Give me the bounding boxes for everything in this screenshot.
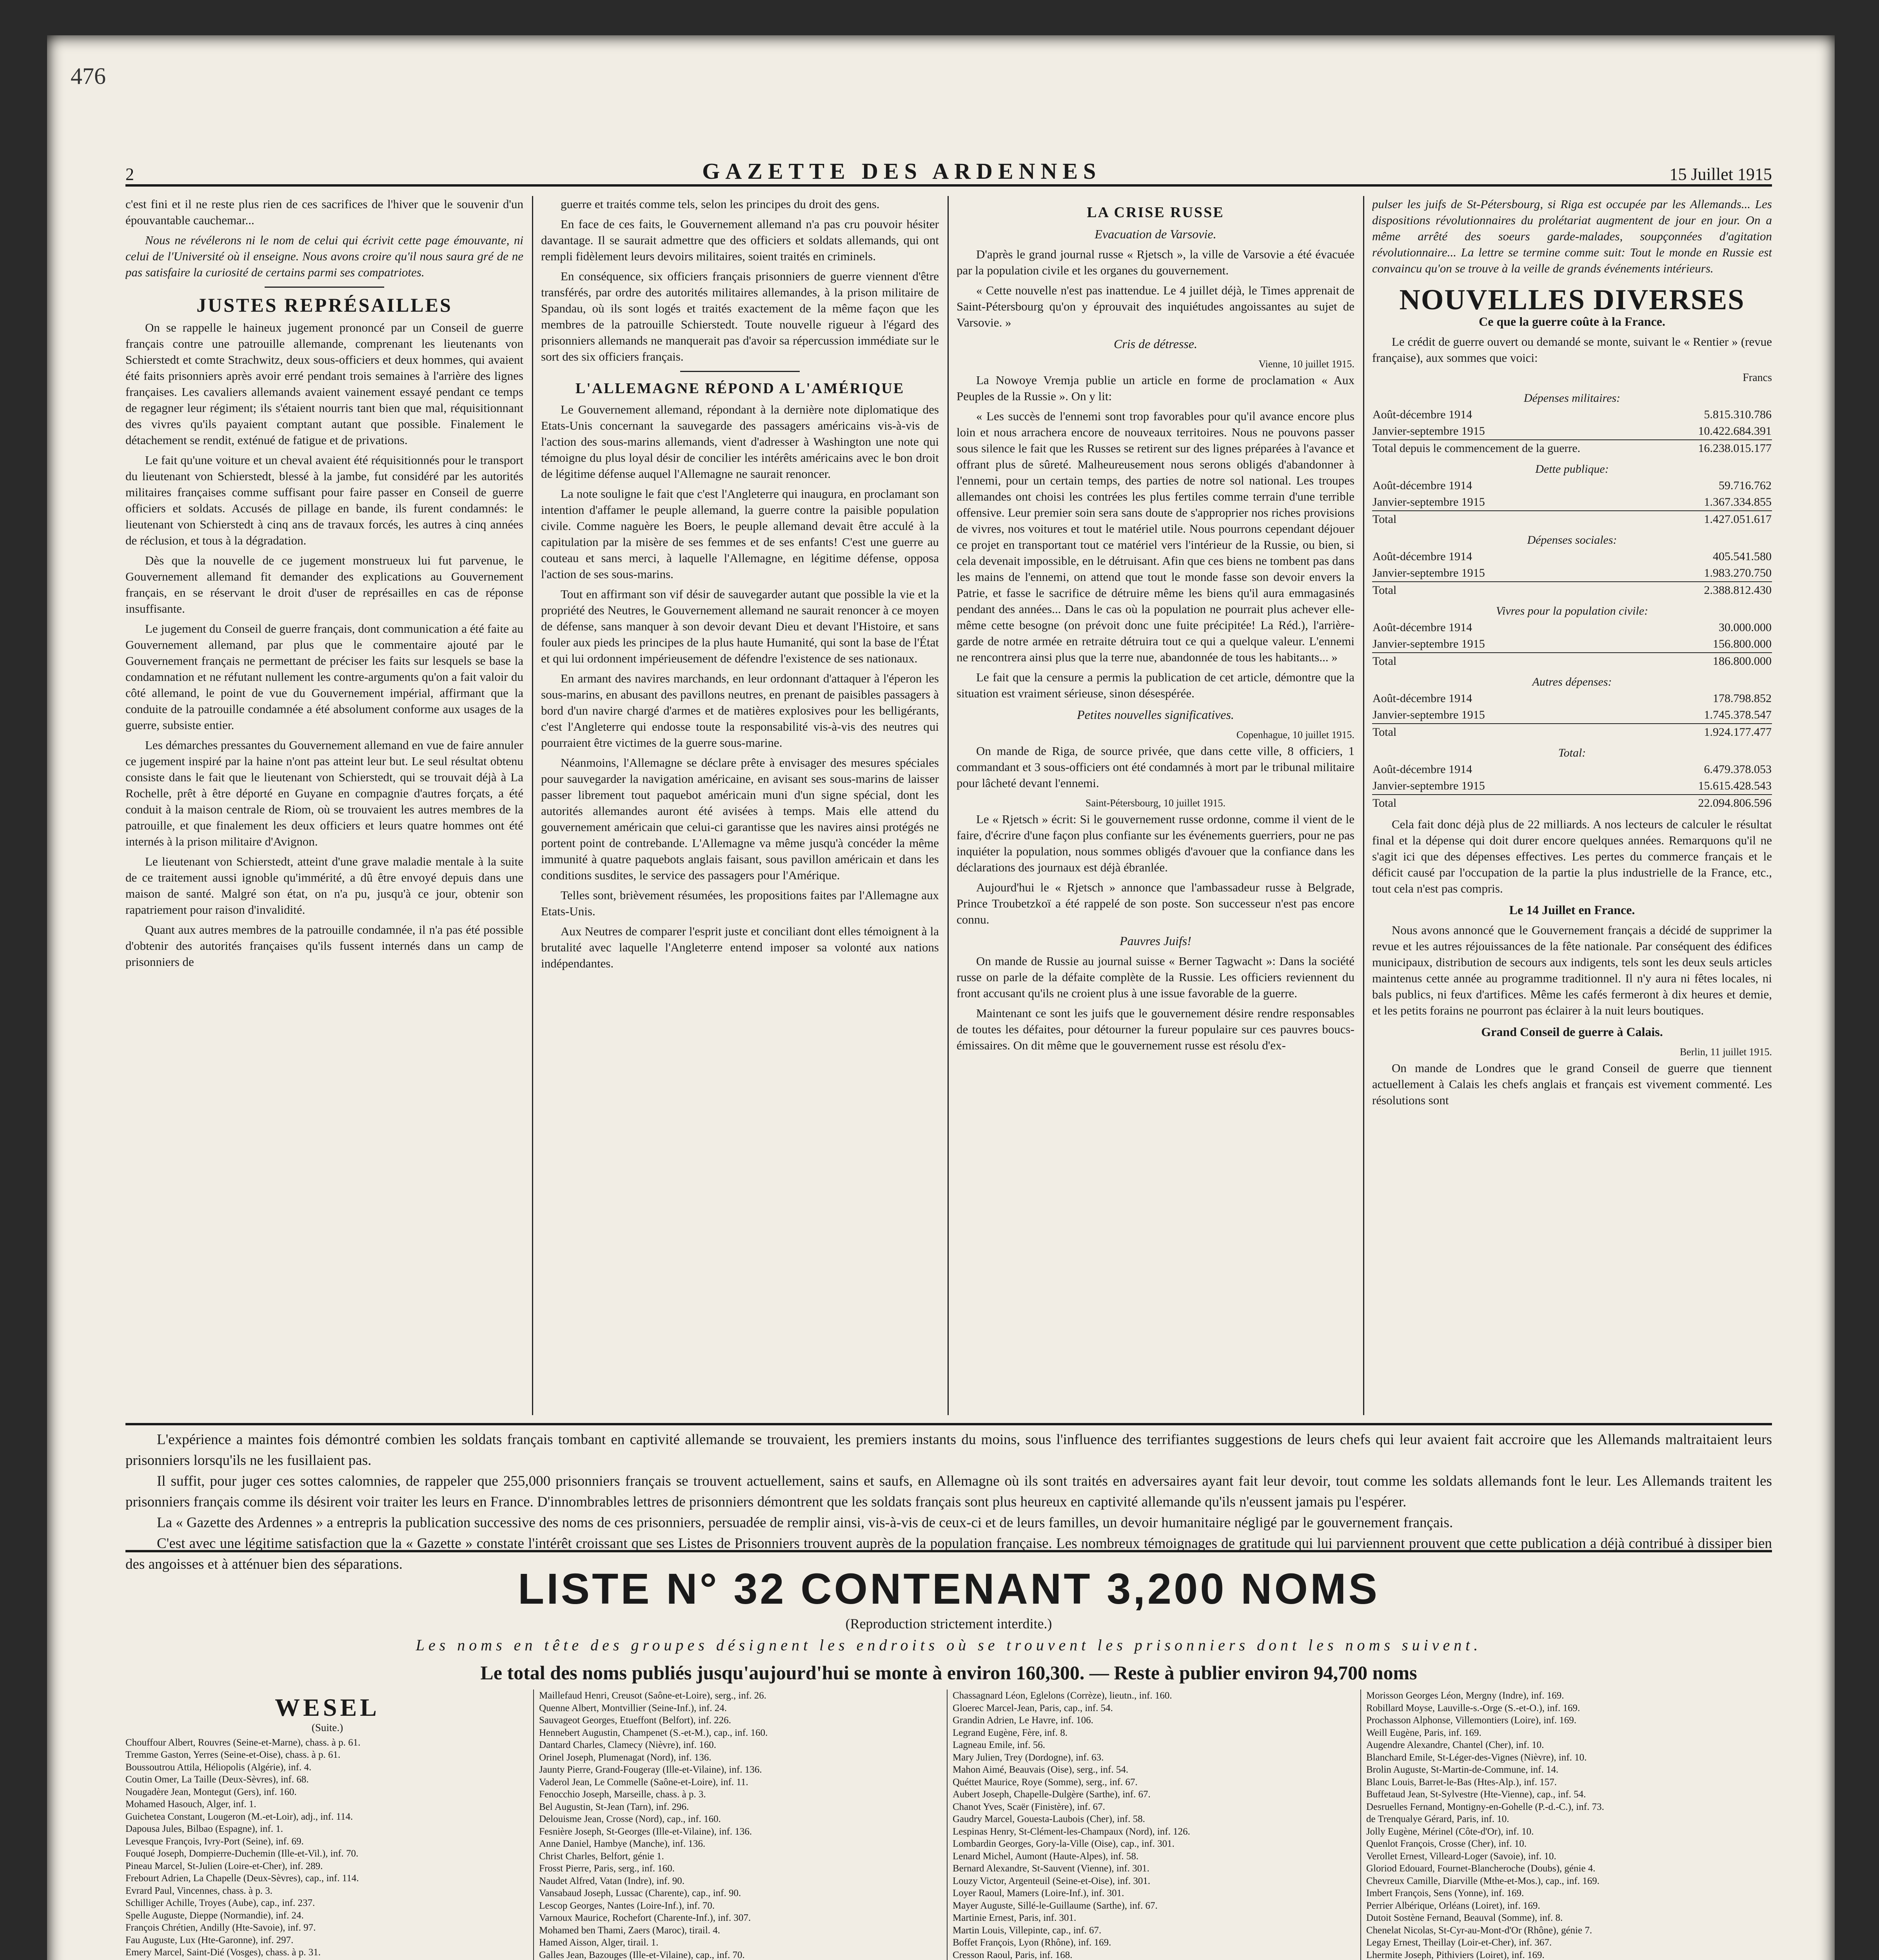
- masthead: [125, 153, 1772, 187]
- subhead-calais: Grand Conseil de guerre à Calais.: [1481, 1025, 1663, 1039]
- prisoner-entry: Legay Ernest, Theillay (Loir-et-Cher), inf. 367.: [1366, 1937, 1552, 1948]
- newspaper-scan: [47, 35, 1835, 1960]
- paragraph: Le « Rjetsch » écrit: Si le gouvernement russe ordonne, comme il vient de le faire, d'écrire d'une façon plus confiante sur les événements guerriers, pour ne pas inquiéter la population, nous sommes obligés d'avouer que la confiance dans les déclarations des journaux est déjà ébranlée.: [957, 812, 1354, 874]
- subhead-detresse: Cris de détresse.: [1113, 337, 1197, 351]
- col3-paragraphs-4: [957, 811, 1354, 927]
- subhead-varsovie: Evacuation de Varsovie.: [1095, 227, 1216, 241]
- prisoner-entry: Martin Louis, Villepinte, cap., inf. 67.: [953, 1925, 1102, 1936]
- row-label: Janvier-septembre 1915: [1372, 708, 1485, 721]
- prisoner-entry: Naudet Alfred, Vatan (Indre), inf. 90.: [539, 1875, 684, 1886]
- prisoner-entry: Prochasson Alphonse, Villemontiers (Loire), inf. 169.: [1366, 1715, 1577, 1726]
- paragraph: Le fait qu'une voiture et un cheval avaient été réquisitionnés pour le transport du lieutenant von Schierstedt, blessé à la jambe, fut considéré par les autorités militaires françaises comme suffisant pour faire passer en Conseil de guerre officiers et soldats. Accusés de pillage en bande, ils furent condamnés: le lieutenant von Schierstedt à cinq ans de travaux forcés, les autres à cinq années de réclusion, et tous à la dégradation.: [125, 453, 523, 547]
- prisoner-entry: Guichetea Constant, Lougeron (M.-et-Loir), adj., inf. 114.: [125, 1811, 353, 1822]
- prisoner-entry: Verollet Ernest, Villeard-Loger (Savoie), inf. 10.: [1366, 1851, 1556, 1862]
- column-rule: [532, 196, 533, 1415]
- prisoner-entry: Fenocchio Joseph, Marseille, chass. à p. 3.: [539, 1789, 706, 1800]
- paragraph: « Cette nouvelle n'est pas inattendue. Le 4 juillet déjà, le Times apprenait de Saint-Pétersbourg qu'on y éprouvait des inquiétudes angoissantes au sujet de Varsovie. »: [957, 283, 1354, 329]
- table-row: [1372, 619, 1772, 636]
- table-row: [1372, 707, 1772, 724]
- prisoner-entry: Gaudry Marcel, Gouesta-Laubois (Cher), inf. 58.: [953, 1814, 1145, 1824]
- row-label: Janvier-septembre 1915: [1372, 637, 1485, 650]
- prisoner-entry: Boffet François, Lyon (Rhône), inf. 169.: [953, 1937, 1111, 1948]
- row-value: 16.238.015.177: [1667, 440, 1772, 457]
- table-row: [1372, 565, 1772, 582]
- row-value: 15.615.428.543: [1698, 779, 1772, 792]
- table-row: [1372, 494, 1772, 511]
- row-value: 186.800.000: [1667, 653, 1772, 670]
- row-value: 10.422.684.391: [1698, 425, 1772, 437]
- prisoner-entry: Aubert Joseph, Chapelle-Dulgère (Sarthe), inf. 67.: [953, 1789, 1151, 1800]
- paragraph: Telles sont, brièvement résumées, les propositions faites par l'Allemagne aux Etats-Unis.: [541, 888, 939, 918]
- row-value: 30.000.000: [1719, 621, 1772, 634]
- prisoner-entry: Tremme Gaston, Yerres (Seine-et-Oise), chass. à p. 61.: [125, 1749, 341, 1760]
- prisoner-entry: Morisson Georges Léon, Mergny (Indre), inf. 169.: [1366, 1690, 1564, 1701]
- prisoner-entry: Brolin Auguste, St-Martin-de-Commune, inf. 14.: [1366, 1764, 1559, 1775]
- prisoner-entry: Schilliger Achille, Troyes (Aube), cap., inf. 237.: [125, 1898, 315, 1908]
- table-group-header: Dépenses sociales:: [1527, 534, 1617, 546]
- camp-heading: WESEL: [275, 1693, 380, 1721]
- prisoner-entry: Dutoit Sostène Fernand, Beauval (Somme), inf. 8.: [1366, 1913, 1563, 1923]
- column-4: [1372, 196, 1772, 1415]
- table-row: [1372, 477, 1772, 494]
- names-column-3: [953, 1690, 1356, 1960]
- prisoner-entry: Boussoutrou Attila, Héliopolis (Algérie), inf. 4.: [125, 1762, 312, 1773]
- prisoner-entry: Evrard Paul, Vincennes, chass. à p. 3.: [125, 1885, 273, 1896]
- prisoner-entry: Sauvageot Georges, Etueffont (Belfort), inf. 226.: [539, 1715, 731, 1726]
- row-label: Août-décembre 1914: [1372, 550, 1472, 563]
- article-title-crise-russe: LA CRISE RUSSE: [1087, 204, 1224, 221]
- prisoner-entry: Fouqué Joseph, Dompierre-Duchemin (Ille-et-Vil.), inf. 70.: [125, 1848, 359, 1859]
- table-row: [1372, 548, 1772, 565]
- subhead-cout-guerre: Ce que la guerre coûte à la France.: [1479, 314, 1665, 328]
- paragraph: La note souligne le fait que c'est l'Angleterre qui inaugura, en proclamant son intention d'affamer le peuple allemand, la guerre contre la paisible population civile. Comme naguère les Boers, le peuple allemand devait être acculé à la capitulation par la misère de ses femmes et de ses enfants! C'est une guerre au couteau et sans merci, à laquelle l'Allemagne, en légitime défense, opposa l'action de ses sous-marins.: [541, 487, 939, 581]
- list-title: LISTE N° 32 CONTENANT 3,200 NOMS: [517, 1565, 1380, 1613]
- prisoner-entry: Louzy Victor, Argenteuil (Seine-et-Oise), inf. 301.: [953, 1875, 1151, 1886]
- prisoner-entry: Loyer Raoul, Mamers (Loire-Inf.), inf. 301.: [953, 1888, 1124, 1898]
- prisoner-entry: Legrand Eugène, Fère, inf. 8.: [953, 1727, 1067, 1738]
- prisoner-entry: Dantard Charles, Clamecy (Nièvre), inf. 160.: [539, 1740, 716, 1750]
- article-title-justes-represailles: JUSTES REPRÉSAILLES: [196, 294, 452, 316]
- masthead-page: 2: [125, 165, 134, 184]
- table-row: [1372, 795, 1772, 811]
- dateline: Vienne, 10 juillet 1915.: [1258, 358, 1354, 370]
- paragraph: Le fait que la censure a permis la publication de cet article, démontre que la situation est vraiment sérieuse, sinon désespérée.: [957, 670, 1354, 700]
- prisoner-entry: Pineau Marcel, St-Julien (Loire-et-Cher), inf. 289.: [125, 1860, 323, 1871]
- prisoner-entry: Chenelat Nicolas, St-Cyr-au-Mont-d'Or (Rhône), génie 7.: [1366, 1925, 1592, 1936]
- row-value: 59.716.762: [1719, 479, 1772, 492]
- prisoner-entry: Mary Julien, Trey (Dordogne), inf. 63.: [953, 1752, 1104, 1763]
- column-1: [125, 196, 523, 1415]
- row-label: Août-décembre 1914: [1372, 408, 1472, 421]
- prisoner-entry: Blanc Louis, Barret-le-Bas (Htes-Alp.), inf. 157.: [1366, 1777, 1557, 1788]
- prisoner-entry: Lescop Georges, Nantes (Loire-Inf.), inf. 70.: [539, 1900, 715, 1911]
- row-value: 6.479.378.053: [1704, 763, 1772, 776]
- prisoner-entry: Desruelles Fernand, Montigny-en-Gohelle (P.-d.-C.), inf. 73.: [1366, 1801, 1604, 1812]
- row-value: 1.924.177.477: [1667, 724, 1772, 740]
- prisoner-entry: Spelle Auguste, Dieppe (Normandie), inf. 24.: [125, 1910, 304, 1921]
- table-row: [1372, 582, 1772, 599]
- prisoner-entry: Jaunty Pierre, Grand-Fougeray (Ille-et-Vilaine), inf. 136.: [539, 1764, 762, 1775]
- prisoner-entry: Quéttet Maurice, Roye (Somme), serg., inf. 67.: [953, 1777, 1138, 1788]
- prisoner-entry: Quenne Albert, Montvillier (Seine-Inf.), inf. 24.: [539, 1702, 727, 1713]
- row-value: 2.388.812.430: [1667, 582, 1772, 599]
- prisoner-entry: Varnoux Maurice, Rochefort (Charente-Inf.), inf. 307.: [539, 1913, 751, 1923]
- prisoner-entry: Cresson Raoul, Paris, inf. 168.: [953, 1949, 1073, 1960]
- column-rule: [947, 1690, 948, 1960]
- prisoner-entry: Bel Augustin, St-Jean (Tarn), inf. 296.: [539, 1801, 689, 1812]
- col1-intro: c'est fini et il ne reste plus rien de ces sacrifices de l'hiver que le souvenir d'un épouvantable cauchemar...: [125, 197, 523, 227]
- prisoner-entry: Delouisme Jean, Crosse (Nord), cap., inf. 160.: [539, 1814, 721, 1824]
- row-label: Total: [1372, 795, 1667, 811]
- col4-p1: Le crédit de guerre ouvert ou demandé se monte, suivant le « Rentier » (revue française), aux sommes que voici:: [1372, 335, 1772, 365]
- col4-p2: Cela fait donc déjà plus de 22 milliards. A nos lecteurs de calculer le résultat final et la dépense qui doit durer encore quelques années. Remarquons qu'il ne s'agit ici que des dépenses effectives. Les pertes du commerce français et le déficit causé par l'occupation de la partie la plus industrielle de la France, etc., tout cela n'est pas compris.: [1372, 817, 1772, 895]
- column-rule: [1363, 196, 1364, 1415]
- paragraph: D'après le grand journal russe « Rjetsch », la ville de Varsovie a été évacuée par la population civile et les organes du gouvernement.: [957, 247, 1354, 277]
- prisoner-entry: Chanot Yves, Scaër (Finistère), inf. 67.: [953, 1801, 1105, 1812]
- paragraph: La Nowoye Vremja publie un article en forme de proclamation « Aux Peuples de la Russie ». On y lit:: [957, 373, 1354, 403]
- table-row: [1372, 636, 1772, 653]
- subhead-nouvelles: Petites nouvelles significatives.: [1077, 708, 1234, 722]
- column-rule: [533, 1690, 534, 1960]
- prisoner-entry: Quenlot François, Crosse (Cher), inf. 10.: [1366, 1838, 1527, 1849]
- paragraph: Le lieutenant von Schierstedt, atteint d'une grave maladie mentale à la suite de ce traitement aussi ignoble qu'immérité, a dû être envoyé depuis dans une maison de santé. Malgré son état, on n'a pu, jusqu'à ce jour, obtenir son rapatriement pour raison d'invalidité.: [125, 855, 523, 916]
- row-value: 405.541.580: [1713, 550, 1772, 563]
- row-value: 1.983.270.750: [1704, 566, 1772, 579]
- col4-intro: pulser les juifs de St-Pétersbourg, si Riga est occupée par les Allemands... Les dispositions révolutionnaires du prolétariat augmentent de jour en jour. On a même arrêté des soeurs garde-malades, soupçonnées d'agitation révolutionnaire... La lettre se termine comme suit: Tout le monde en Russie est convaincu qu'on se trouve à la veille de grands événements intérieurs.: [1372, 197, 1772, 275]
- row-label: Août-décembre 1914: [1372, 692, 1472, 705]
- prisoner-entry: Anne Daniel, Hambye (Manche), inf. 136.: [539, 1838, 706, 1849]
- prisoner-entry: Fau Auguste, Lux (Hte-Garonne), inf. 297.: [125, 1935, 294, 1945]
- paragraph: On se rappelle le haineux jugement prononcé par un Conseil de guerre français contre une patrouille allemande, comprenant les lieutenants von Schierstedt et comte Strachwitz, deux sous-officiers et deux hommes, qui avaient été faits prisonniers après avoir erré pendant trois semaines à l'arrière des lignes françaises. Les cavaliers allemands avaient vainement essayé pendant ce temps de regagner leur régiment; ils s'étaient nourris tant bien que mal, réquisitionnant des vivres qu'ils payaient comptant autant que possible. Finalement le détachement se rendit, exténué de fatigue et de privations.: [125, 321, 523, 447]
- table-row: [1372, 440, 1772, 457]
- prisoner-entry: Bernard Alexandre, St-Sauvent (Vienne), inf. 301.: [953, 1863, 1149, 1874]
- row-label: Août-décembre 1914: [1372, 763, 1472, 776]
- prisoner-entry: Blanchard Emile, St-Léger-des-Vignes (Nièvre), inf. 10.: [1366, 1752, 1587, 1763]
- row-label: Janvier-septembre 1915: [1372, 495, 1485, 508]
- prisoner-entry: Mahon Aimé, Beauvais (Oise), serg., inf. 54.: [953, 1764, 1129, 1775]
- table-row: [1372, 761, 1772, 778]
- prisoner-entry: Martinie Ernest, Paris, inf. 301.: [953, 1913, 1077, 1923]
- col3-paragraphs-3: [957, 743, 1354, 791]
- paragraph: Les démarches pressantes du Gouvernement allemand en vue de faire annuler ce jugement inspiré par la haine n'ont pas atteint leur but. Le seul résultat obtenu consiste dans le fait que le lieutenant von Schierstedt, qui se trouvait déjà à La Rochelle, prêt à être déporté en Guyane en compagnie d'autres forçats, a été conduit à la maison centrale de Riom, où se trouvaient les autres membres de la patrouille, et que finalement les deux officiers et leurs quatre hommes ont été internés à la prison militaire d'Avignon.: [125, 738, 523, 848]
- table-group-header: Autres dépenses:: [1532, 675, 1612, 688]
- row-value: 156.800.000: [1713, 637, 1772, 650]
- prisoner-entry: Lenard Michel, Aumont (Haute-Alpes), inf. 58.: [953, 1851, 1139, 1862]
- prisoner-entry: Chassagnard Léon, Eglelons (Corrèze), lieutn., inf. 160.: [953, 1690, 1172, 1701]
- column-rule: [948, 196, 949, 1415]
- row-label: Août-décembre 1914: [1372, 621, 1472, 634]
- row-value: 22.094.806.596: [1667, 795, 1772, 811]
- col3-paragraphs-5: [957, 953, 1354, 1053]
- masthead-date: 15 Juillet 1915: [1669, 165, 1772, 184]
- camp-subheading: (Suite.): [311, 1722, 343, 1733]
- paragraph: Le Gouvernement allemand, répondant à la dernière note diplomatique des Etats-Unis concernant la sauvegarde des passagers américains vis-à-vis de l'action des sous-marins allemands, vient d'adresser à Washington une note qui témoigne du plus loyal désir de concilier les intérêts américains avec le bon droit de légitime défense auquel l'Allemagne ne saurait renoncer.: [541, 403, 939, 481]
- paragraph: On mande de Riga, de source privée, que dans cette ville, 8 officiers, 1 commandant et 3 sous-officiers ont été condamnés à mort par le tribunal militaire pour lâcheté devant l'ennemi.: [957, 744, 1354, 790]
- paragraph: Aujourd'hui le « Rjetsch » annonce que l'ambassadeur russe à Belgrade, Prince Troubetzkoï a été rappelé de son poste. Son successeur n'est pas encore connu.: [957, 880, 1354, 926]
- prisoner-entry: Gloerec Marcel-Jean, Paris, cap., inf. 54.: [953, 1702, 1113, 1713]
- row-label: Janvier-septembre 1915: [1372, 425, 1485, 437]
- names-column-1: [125, 1690, 529, 1960]
- row-label: Total depuis le commencement de la guerre.: [1372, 440, 1667, 457]
- band-p4: C'est avec une légitime satisfaction que la « Gazette » constate l'intérêt croissant que ses Listes de Prisonniers trouvent auprès de la population française. Les nombreux témoignages de gratitude qui lui parviennent prouvent que cette publication a déjà contribué à dissiper bien des angoisses et à atténuer bien des séparations.: [125, 1535, 1772, 1572]
- prisoner-entry: Lagneau Emile, inf. 56.: [953, 1740, 1046, 1750]
- col2-paragraphs-2: [541, 401, 939, 971]
- list-heading: [125, 1564, 1772, 1684]
- row-label: Total: [1372, 511, 1667, 528]
- list-total: Le total des noms publiés jusqu'aujourd'hui se monte à environ 160,300. — Reste à publier environ 94,700 noms: [480, 1662, 1417, 1684]
- prisoner-entry: Mohamed ben Thami, Zaers (Maroc), tirail. 4.: [539, 1925, 720, 1936]
- prisoner-entry: Robillard Moyse, Lauville-s.-Orge (S.-et-O.), inf. 169.: [1366, 1702, 1580, 1713]
- names-column-4: [1366, 1690, 1772, 1960]
- dateline: Saint-Pétersbourg, 10 juillet 1915.: [1086, 797, 1225, 809]
- col4-p3: Nous avons annoncé que le Gouvernement français a décidé de supprimer la revue et les autres réjouissances de la fête nationale. Par conséquent des édifices municipaux, distribution de secours aux indigents, tels sont les deux seuls articles maintenus cette année au programme traditionnel. Il n'y aura ni fêtes locales, ni bals publics, ni feux d'artifices. Même les cafés fermeront à dix heures et demie, et les petits forains ne pourront pas éclairer à la nuit leurs boutiques.: [1372, 923, 1772, 1017]
- paragraph: Quant aux autres membres de la patrouille condamnée, il n'a pas été possible d'obtenir des autorités françaises qu'ils fussent internés dans un camp de prisonniers de: [125, 923, 523, 969]
- prisoner-entry: Galles Jean, Bazouges (Ille-et-Vilaine), cap., inf. 70.: [539, 1949, 745, 1960]
- column-rule: [1360, 1690, 1361, 1960]
- row-label: Total: [1372, 724, 1667, 740]
- newspaper-page: [125, 153, 1772, 1960]
- prisoner-entry: Lhermite Joseph, Pithiviers (Loiret), inf. 169.: [1366, 1949, 1545, 1960]
- paragraph: En face de ces faits, le Gouvernement allemand n'a pas cru pouvoir hésiter davantage. Il se saurait admettre que des officiers et soldats allemands, qui ont rempli fidèlement leurs devoirs militaires, soient traités en criminels.: [541, 217, 939, 263]
- table-row: [1372, 423, 1772, 440]
- col3-paragraphs: [957, 246, 1354, 330]
- subhead-14-juillet: Le 14 Juillet en France.: [1509, 903, 1635, 917]
- divider: [265, 287, 384, 288]
- prisoner-entry: Vansabaud Joseph, Lussac (Charente), cap., inf. 90.: [539, 1888, 741, 1898]
- prisoner-entry: Buffetaud Jean, St-Sylvestre (Hte-Vienne), cap., inf. 54.: [1366, 1789, 1586, 1800]
- paragraph: Néanmoins, l'Allemagne se déclare prête à envisager des mesures spéciales pour sauvegarder la navigation américaine, en avisant ses sous-marins de laisser passer librement tout paquebot américain muni d'un signe spécial, dont les autorités allemandes auront été avisées à temps. Mais elle attend du gouvernement américain que celui-ci garantisse que les navires ainsi protégés ne portent point de contrebande. L'Allemagne va même jusqu'à concéder la même immunité à quatre paquebots anglais faisant, sous pavillon américain et dans les conditions susdites, le service des passagers pour l'Amérique.: [541, 756, 939, 882]
- prisoner-entry: Chouffour Albert, Rouvres (Seine-et-Marne), chass. à p. 61.: [125, 1737, 361, 1748]
- col1-note: Nous ne révélerons ni le nom de celui qui écrivit cette page émouvante, ni celui de l'Université où il enseigne. Nous avons croire qu'il nous saura gré de ne pas satisfaire la curiosité de certains parmi ses compatriotes.: [125, 233, 523, 279]
- table-row: [1372, 653, 1772, 670]
- col4-p4: On mande de Londres que le grand Conseil de guerre que tiennent actuellement à Calais les chefs anglais et français est vivement commenté. Les résolutions sont: [1372, 1061, 1772, 1107]
- prisoner-entry: de Trenqualye Gérard, Paris, inf. 10.: [1366, 1814, 1509, 1824]
- prisoner-entry: Coutin Omer, La Taille (Deux-Sèvres), inf. 68.: [125, 1774, 309, 1785]
- prisoner-entry: [125, 1959, 529, 1960]
- prisoner-entry: Orinel Joseph, Plumenagat (Nord), inf. 136.: [539, 1752, 712, 1763]
- paragraph: Le jugement du Conseil de guerre français, dont communication a été faite au Gouvernement allemand, par plus que le commentaire ajouté par le Gouvernement français ne permettant de préciser les faits sur lesquels se base la condamnation et ne réfutant nullement les contre-arguments qu'on a fait valoir du côté allemand, le point de vue du Gouvernement impérial, affirmant que la conduite de la patrouille condamnée a été absolument conforme aux usages de la guerre, subsiste entier.: [125, 622, 523, 732]
- prisoner-entry: Grandin Adrien, Le Havre, inf. 106.: [953, 1715, 1093, 1726]
- dateline: Copenhague, 10 juillet 1915.: [1236, 729, 1354, 740]
- table-group-header: Total:: [1558, 746, 1586, 759]
- row-value: 1.367.334.855: [1704, 495, 1772, 508]
- paragraph: Aux Neutres de comparer l'esprit juste et conciliant dont elles témoignent à la brutalité avec laquelle l'Angleterre entend imposer sa volonté aux nations indépendantes.: [541, 924, 939, 970]
- list-subtitle: (Reproduction strictement interdite.): [845, 1616, 1052, 1632]
- table-row: [1372, 511, 1772, 528]
- col1-paragraphs: [125, 319, 523, 970]
- paragraph: guerre et traités comme tels, selon les principes du droit des gens.: [561, 197, 880, 211]
- table-row: [1372, 778, 1772, 795]
- unit-label: Francs: [1743, 372, 1772, 384]
- row-label: Janvier-septembre 1915: [1372, 566, 1485, 579]
- row-value: 1.745.378.547: [1704, 708, 1772, 721]
- col3-paragraphs-2: [957, 372, 1354, 701]
- paragraph: En conséquence, six officiers français prisonniers de guerre viennent d'être transférés, par ordre des autorités militaires allemandes, à la prison militaire de Spandau, où ils sont logés et traités exactement de la même façon que les membres de la patrouille Schierstedt. Toute nouvelle rigueur à l'égard des prisonniers allemands ne manquerait pas d'avoir sa répercussion immédiate sur le sort des six officiers français.: [541, 269, 939, 363]
- row-label: Total: [1372, 653, 1667, 670]
- column-2: [541, 196, 939, 1415]
- prisoner-entry: Chevreux Camille, Diarville (Mthe-et-Mos.), cap., inf. 169.: [1366, 1875, 1599, 1886]
- paragraph: Dès que la nouvelle de ce jugement monstrueux lui fut parvenue, le Gouvernement allemand fit demander des explications au Gouvernement français, en se réservant le droit d'user de représailles en cas de réponse insuffisante.: [125, 554, 523, 615]
- prisoner-entry: Emery Marcel, Saint-Dié (Vosges), chass. à p. 31.: [125, 1947, 321, 1958]
- paragraph: On mande de Russie au journal suisse « Berner Tagwacht »: Dans la société russe on parle de la défaite complète de la Russie. Les officiers reviennent du front accusant qu'ils ne croient plus à une issue favorable de la guerre.: [957, 954, 1354, 1000]
- prisoner-entry: Vaderol Jean, Le Commelle (Saône-et-Loire), inf. 11.: [539, 1777, 748, 1788]
- masthead-title: GAZETTE DES ARDENNES: [702, 158, 1102, 184]
- table-group-header: Dépenses militaires:: [1523, 392, 1621, 405]
- prisoner-entry: Frebourt Adrien, La Chapelle (Deux-Sèvres), cap., inf. 114.: [125, 1873, 359, 1884]
- band-p3: La « Gazette des Ardennes » a entrepris la publication successive des noms de ces prisonniers, persuadée de remplir ainsi, vis-à-vis de ceux-ci et de leurs familles, un devoir humanitaire négligé par le gouvernement français.: [157, 1515, 1453, 1531]
- col2-paragraphs: [541, 196, 939, 365]
- band-p2: Il suffit, pour juger ces sottes calomnies, de rappeler que 255,000 prisonniers français se trouvent actuellement, sains et saufs, en Allemagne où ils sont traités en adversaires ayant fait leur devoir, tout comme les soldats allemands font le leur. Les Allemands traitent les prisonniers français comme ils désirent voir traiter les leurs en France. D'innombrables lettres de prisonniers démontrent que les soldats français sont plus heureux en captivité allemande qu'ils n'eussent jamais pu l'espérer.: [125, 1473, 1772, 1510]
- prisoner-entry: Lombardin Georges, Gory-la-Ville (Oise), cap., inf. 301.: [953, 1838, 1175, 1849]
- prisoner-entry: Frosst Pierre, Paris, serg., inf. 160.: [539, 1863, 675, 1874]
- band-p1: L'expérience a maintes fois démontré combien les soldats français tombant en captivité allemande se trouvaient, les premiers instants du moins, sous l'influence des terrifiantes suggestions de leurs chefs qui leur avaient fait accroire que les Allemands maltraitaient leurs prisonniers lorsqu'ils ne les fusillaient pas.: [125, 1432, 1772, 1468]
- prisoner-entry: Nougadère Jean, Montegut (Gers), inf. 160.: [125, 1786, 297, 1797]
- prisoner-entry: Perrier Albérique, Orléans (Loiret), inf. 169.: [1366, 1900, 1540, 1911]
- article-title-allemagne-amerique: L'ALLEMAGNE RÉPOND A L'AMÉRIQUE: [575, 380, 905, 397]
- prisoner-entry: Jolly Eugène, Mérinel (Côte-d'Or), inf. 10.: [1366, 1826, 1534, 1837]
- row-value: 178.798.852: [1713, 692, 1772, 705]
- prisoner-entry: Christ Charles, Belfort, génie 1.: [539, 1851, 664, 1862]
- prisoner-entry: Fesnière Joseph, St-Georges (Ille-et-Vilaine), inf. 136.: [539, 1826, 752, 1837]
- prisoner-entry: Mayer Auguste, Sillé-le-Guillaume (Sarthe), inf. 67.: [953, 1900, 1158, 1911]
- prisoner-entry: François Chrétien, Andilly (Hte-Savoie), inf. 97.: [125, 1922, 316, 1933]
- subhead-juifs: Pauvres Juifs!: [1120, 934, 1191, 948]
- paragraph: Tout en affirmant son vif désir de sauvegarder autant que possible la vie et la propriété des Neutres, le Gouvernement allemand ne saurait renoncer à ce moyen de défense, sans manquer à son devoir devant Dieu et devant l'Histoire, et sans fouler aux pieds les principes de la plus haute Humanité, qui sont la base de l'État et qui lui ordonnent impérieusement de défendre l'existence de ses nationaux.: [541, 587, 939, 665]
- war-cost-table: [1372, 386, 1772, 811]
- column-3: [957, 196, 1354, 1415]
- prisoner-entry: Hennebert Augustin, Champenet (S.-et-M.), cap., inf. 160.: [539, 1727, 768, 1738]
- prisoner-entry: Mohamed Hasouch, Alger, inf. 1.: [125, 1799, 256, 1809]
- section-title-nouvelles-diverses: NOUVELLES DIVERSES: [1399, 284, 1745, 316]
- names-column-2: [539, 1690, 943, 1960]
- row-label: Août-décembre 1914: [1372, 479, 1472, 492]
- prisoner-entry: Maillefaud Henri, Creusot (Saône-et-Loire), serg., inf. 26.: [539, 1690, 766, 1701]
- row-label: Total: [1372, 582, 1667, 599]
- dateline: Berlin, 11 juillet 1915.: [1679, 1046, 1772, 1058]
- row-value: 1.427.051.617: [1667, 511, 1772, 528]
- paragraph: En armant des navires marchands, en leur ordonnant d'attaquer à l'éperon les sous-marins, en abusant des pavillons neutres, en prenant de paisibles passagers à bord d'un navire chargé d'armes et de matières explosives pour les belligérants, c'est l'Angleterre qui endosse toute la responsabilité vis-à-vis des neutres qui pourraient être victimes de la guerre sous-marine.: [541, 671, 939, 750]
- row-value: 5.815.310.786: [1704, 408, 1772, 421]
- list-note: Les noms en tête des groupes désignent les endroits où se trouvent les prisonniers dont les noms suivent.: [416, 1636, 1482, 1654]
- paragraph: Maintenant ce sont les juifs que le gouvernement désire rendre responsables de toutes les défaites, pour détourner la fureur populaire sur ces pauvres boucs-émissaires. On dit même que le gouvernement russe est résolu d'ex-: [957, 1006, 1354, 1052]
- table-row: [1372, 407, 1772, 423]
- prisoner-entry: Hamed Aisson, Alger, tirail. 1.: [539, 1937, 659, 1948]
- divider: [680, 371, 800, 372]
- prisoner-entry: Imbert François, Sens (Yonne), inf. 169.: [1366, 1888, 1524, 1898]
- prisoner-entry: Augendre Alexandre, Chantel (Cher), inf. 10.: [1366, 1740, 1544, 1750]
- table-row: [1372, 690, 1772, 707]
- prisoner-entry: Levesque François, Ivry-Port (Seine), inf. 69.: [125, 1836, 304, 1847]
- row-label: Janvier-septembre 1915: [1372, 779, 1485, 792]
- paragraph: « Les succès de l'ennemi sont trop favorables pour qu'il avance encore plus loin et nous arrachera encore de nouveaux territoires. Nous ne pouvons passer sous silence le fait que les Russes se retirent sur des lignes préparées à l'avance et offrant plus de sûreté. Malheureusement nous serons obligés d'abandonner à l'ennemi, pour un certain temps, des parties de notre sol national. Les troupes allemandes ont choisi les contrées les plus fertiles comme terrain d'une terrible offensive. Leur premier soin sera sans doute de s'approprier nos riches provisions de vivres, nos voitures et tout le matériel utile. Nous pourrons cependant déjouer ce projet en transportant tout ce matériel vers l'intérieur de la Russie, ou bien, si cela devenait impossible, en le détruisant. Afin que ces biens ne tombent pas dans les mains de l'ennemi, on attend que tout le monde fasse son devoir envers la Patrie, et fasse le sacrifice de détruire même les biens qu'il aura emmagasinés pendant des années... Dans le cas où la population ne pourrait plus achever elle-même cette besogne (on prévoit donc une fuite précipitée! La Réd.), l'arrière-garde de notre armée en retraite détruira tout ce qui a quelque valeur. L'ennemi ne rencontrera ainsi plus que la terre nue, abandonnée de tous les habitants... »: [957, 409, 1354, 664]
- prisoner-entry: Dapousa Jules, Bilbao (Espagne), inf. 1.: [125, 1824, 283, 1834]
- table-group-header: Dette publique:: [1535, 463, 1609, 475]
- handwritten-page-number: 476: [71, 63, 106, 89]
- prisoner-entry: Lespinas Henry, St-Clément-les-Champaux (Nord), inf. 126.: [953, 1826, 1190, 1837]
- prisoner-entry: Gloriod Edouard, Fournet-Blancheroche (Doubs), génie 4.: [1366, 1863, 1596, 1874]
- table-row: [1372, 724, 1772, 740]
- prisoners-announcement: [125, 1423, 1772, 1572]
- table-group-header: Vivres pour la population civile:: [1496, 604, 1648, 617]
- prisoner-entry: Weill Eugène, Paris, inf. 169.: [1366, 1727, 1481, 1738]
